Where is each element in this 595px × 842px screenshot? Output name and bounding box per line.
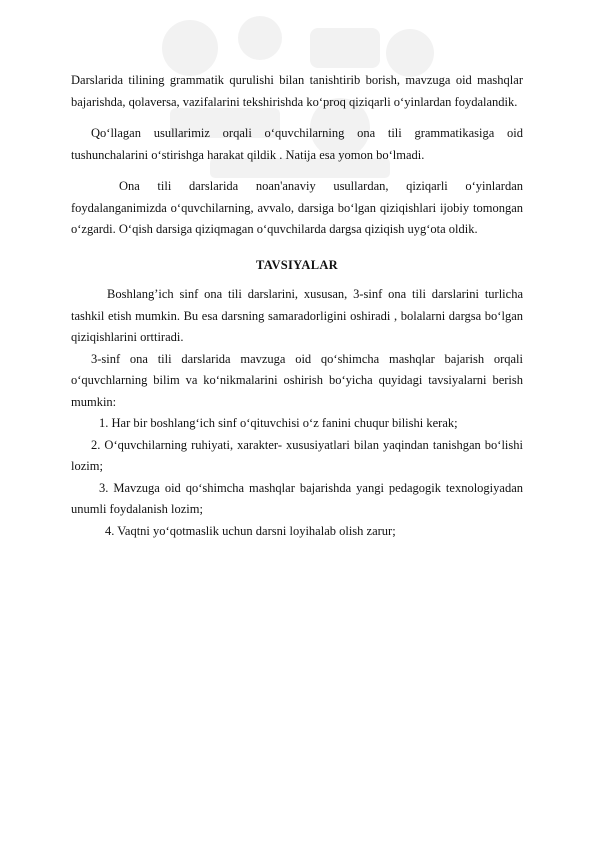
paragraph-4: Boshlang’ich sinf ona tili darslarini, xususan, 3-sinf ona tili darslarini turlicha tashkil etish mumkin. Bu esa darsning samaradorligini oshiradi , bolalarni dargsa bo‘lgan qiziqishlarini orttiradi.: [71, 287, 523, 344]
list-item: 3. Mavzuga oid qo‘shimcha mashqlar bajarishda yangi pedagogik texnologiyadan unumli foydalanish lozim;: [71, 480, 523, 516]
recommendation-list: [71, 413, 523, 542]
list-item: 1. Har bir boshlang‘ich sinf o‘qituvchisi o‘z fanini chuqur bilishi kerak;: [99, 416, 458, 430]
document-body: [71, 70, 523, 542]
paragraph-1: Darslarida tilining grammatik qurulishi bilan tanishtirib borish, mavzuga oid mashqlar bajarishda, qolaversa, vazifalarini tekshirishda ko‘proq qiziqarli o‘yinlardan foydalandik.: [71, 73, 523, 109]
list-item: 2. O‘quvchilarning ruhiyati, xarakter- xususiyatlari bilan yaqindan tanishgan bo‘lishi lozim;: [71, 437, 523, 473]
section-heading: TAVSIYALAR: [256, 257, 338, 272]
list-item: 4. Vaqtni yo‘qotmaslik uchun darsni loyihalab olish zarur;: [105, 523, 396, 538]
paragraph-2: Qo‘llagan usullarimiz orqali o‘quvchilarning ona tili grammatikasiga oid tushunchalarini o‘stirishga harakat qildik . Natija esa yomon bo‘lmadi.: [71, 126, 523, 162]
paragraph-3: Ona tili darslarida noan'anaviy usullardan, qiziqarli o‘yinlardan foydalanganimizda o‘quvchilarning, avvalo, darsiga bo‘lgan qiziqishlari ijobiy tomongan o‘zgardi. O‘qish darsiga qiziqmagan o‘quvchilarda dargsa qiziqish uyg‘ota oldik.: [71, 179, 523, 236]
paragraph-5: 3-sinf ona tili darslarida mavzuga oid qo‘shimcha mashqlar bajarish orqali o‘quvchlarning bilim va ko‘nikmalarini oshirish bo‘yicha quyidagi tavsiyalarni berish mumkin:: [71, 351, 523, 409]
